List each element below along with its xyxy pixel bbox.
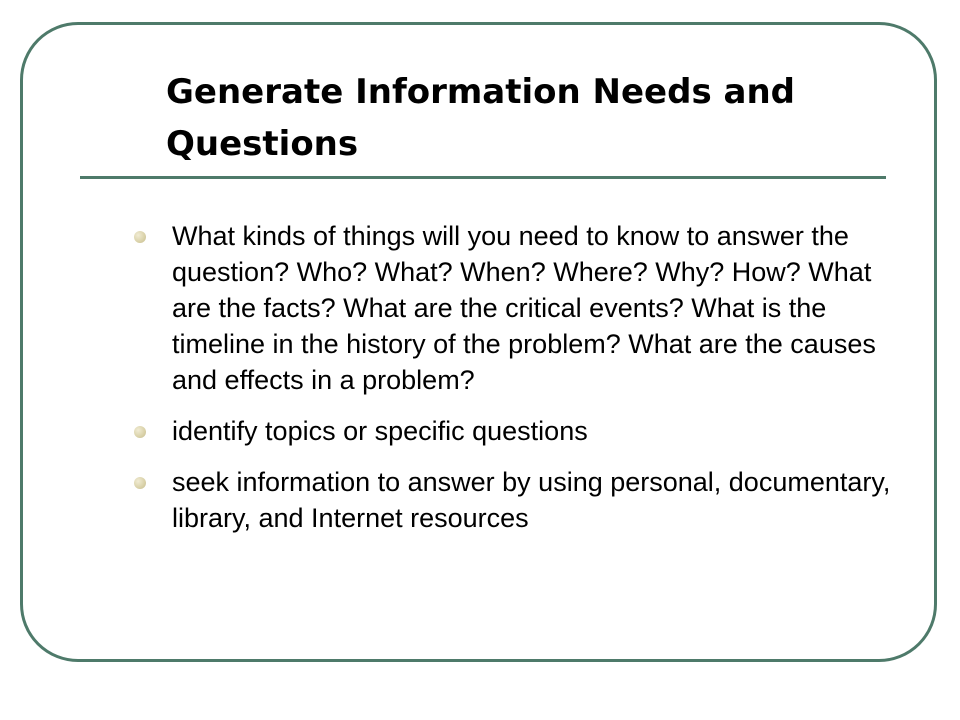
bullet-item xyxy=(130,464,910,536)
bullet-list xyxy=(130,218,910,551)
bullet-text: seek information to answer by using personal, documentary, library, and Internet resources xyxy=(172,467,891,533)
bullet-dot-icon xyxy=(134,231,146,243)
bullet-text: identify topics or specific questions xyxy=(172,416,588,446)
bullet-dot-icon xyxy=(134,426,146,438)
title-divider xyxy=(80,176,886,179)
bullet-item xyxy=(130,413,910,449)
bullet-text: What kinds of things will you need to know to answer the question? Who? What? When? Where? Why? How? What are the facts? What are the critical events? What is the timeline in the history of the problem? What are the causes and effects in a problem? xyxy=(172,221,876,395)
bullet-dot-icon xyxy=(134,477,146,489)
bullet-item xyxy=(130,218,910,398)
slide-title: Generate Information Needs and Questions xyxy=(166,72,796,164)
